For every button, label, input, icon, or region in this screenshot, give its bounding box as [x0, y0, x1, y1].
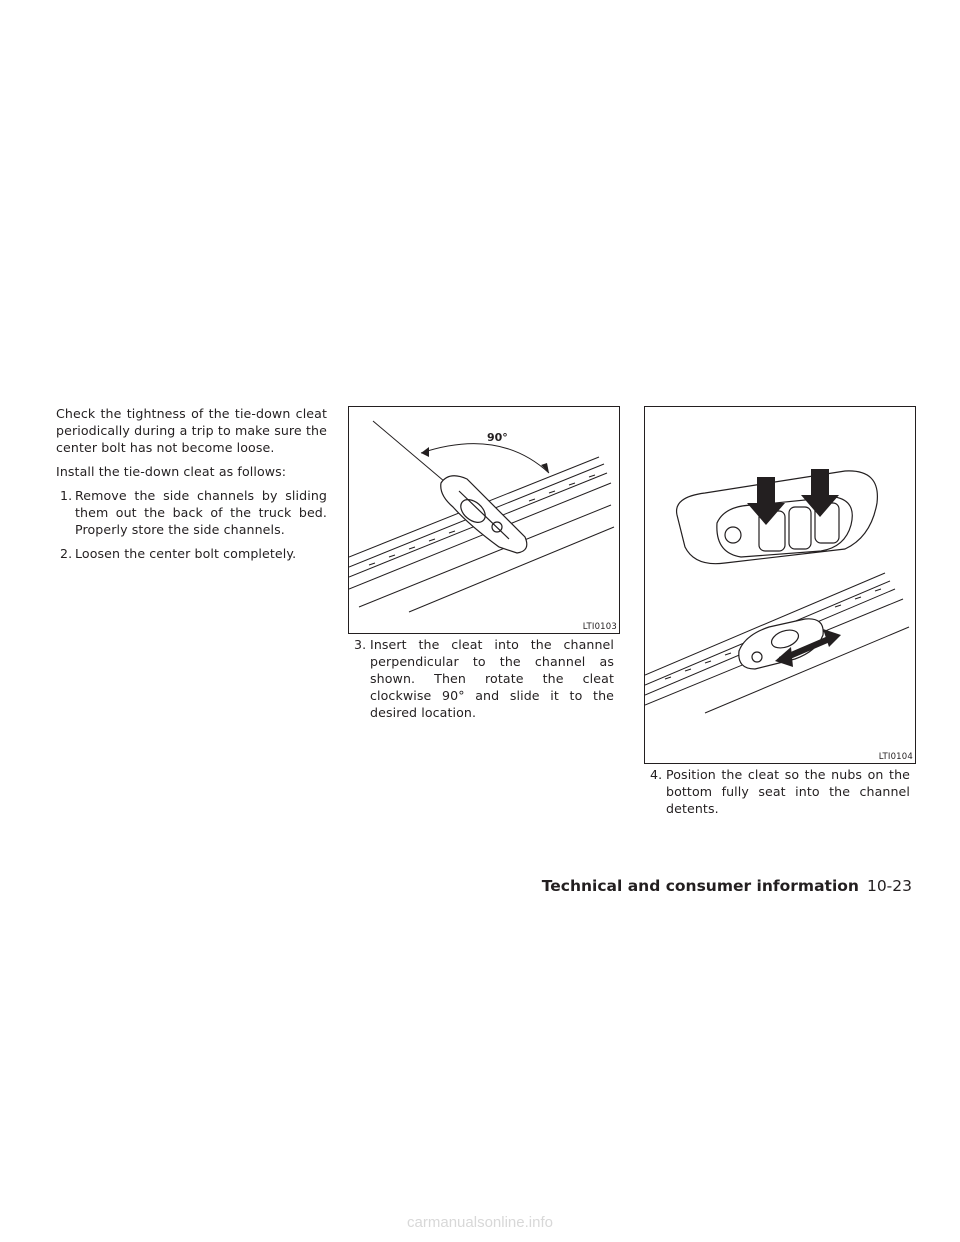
cleat-rotation-illustration	[349, 407, 619, 633]
step-text: Insert the cleat into the channel perpendicular to the channel as shown. Then rotate the cleat clockwise 90° and slide it to the desired location.	[370, 637, 614, 720]
step-4	[650, 766, 910, 817]
angle-label: 90°	[487, 431, 508, 444]
figure-code: LTI0104	[878, 752, 913, 762]
step-3	[354, 636, 614, 721]
list-item	[56, 487, 327, 538]
left-column	[56, 405, 327, 569]
page-number: 10-23	[866, 877, 912, 895]
figure-code: LTI0103	[582, 622, 617, 632]
figure-cleat-seating	[644, 406, 916, 764]
step-text: Position the cleat so the nubs on the bottom fully seat into the channel detents.	[666, 767, 910, 816]
step-text: Remove the side channels by sliding them out the back of the truck bed. Properly store the side channels.	[75, 488, 327, 537]
step-number: 2.	[60, 546, 73, 561]
steps-list	[56, 487, 327, 562]
section-title: Technical and consumer information	[541, 877, 859, 895]
list-item	[56, 545, 327, 562]
intro-paragraph-1: Check the tightness of the tie-down cleat periodically during a trip to make sure the center bolt has not become loose.	[56, 406, 327, 455]
page-footer	[542, 876, 912, 895]
watermark: carmanualsonline.info	[407, 1214, 553, 1231]
figure-cleat-rotation	[348, 406, 620, 634]
intro-paragraph-2: Install the tie-down cleat as follows:	[56, 464, 287, 479]
step-number: 1.	[60, 488, 73, 503]
step-number: 4.	[650, 767, 663, 782]
step-text: Loosen the center bolt completely.	[75, 546, 297, 561]
cleat-seating-illustration	[645, 407, 915, 763]
step-number: 3.	[354, 637, 367, 652]
